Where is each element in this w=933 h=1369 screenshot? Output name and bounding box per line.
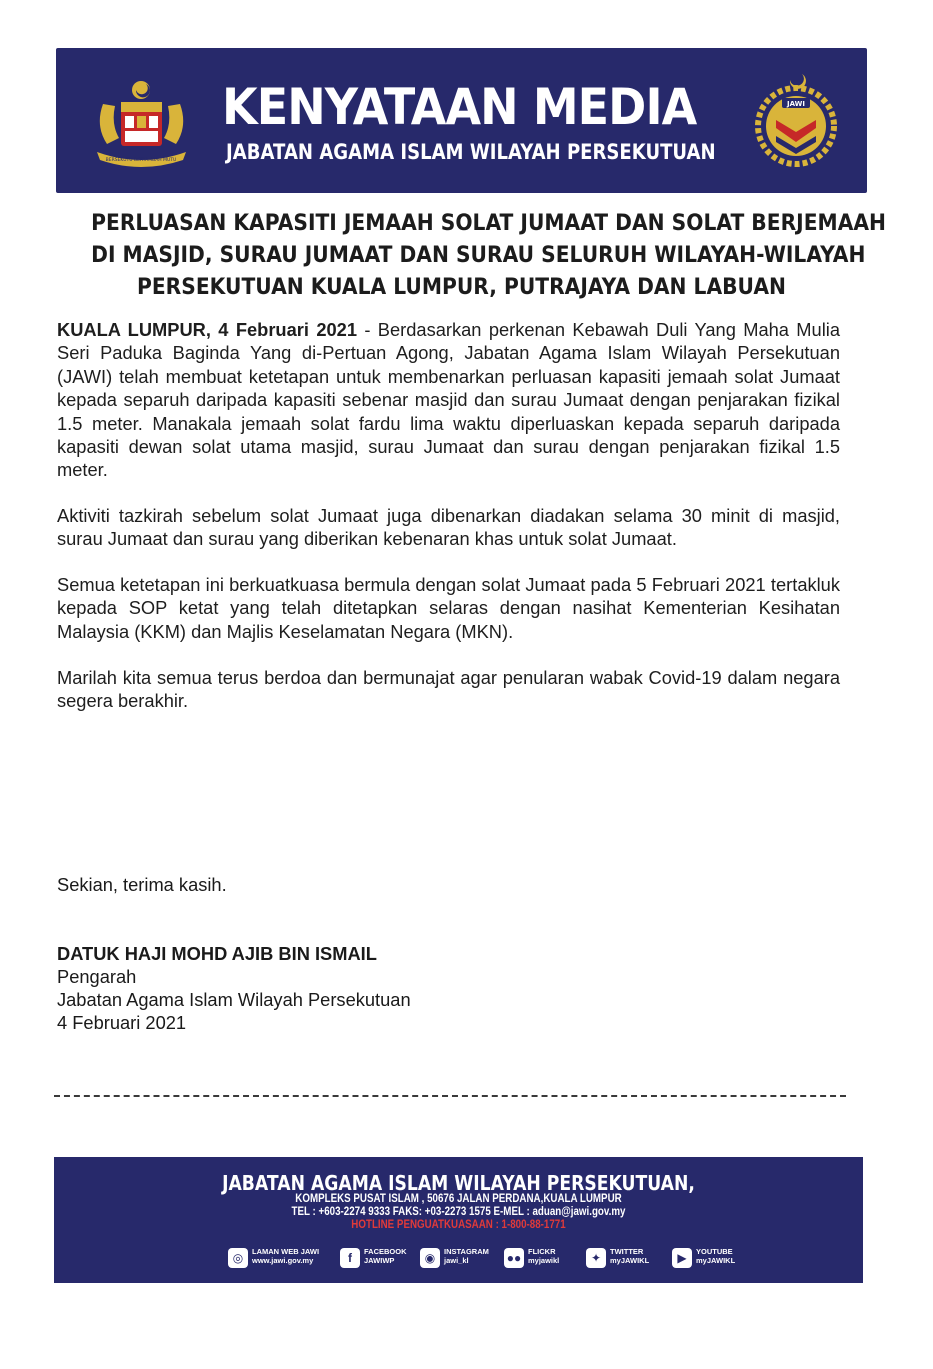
page-title: KENYATAAN MEDIA (222, 78, 697, 136)
social-label: INSTAGRAM (444, 1247, 489, 1256)
dateline: KUALA LUMPUR, 4 Februari 2021 (57, 319, 357, 340)
signatory-date: 4 Februari 2021 (57, 1012, 187, 1033)
headline (50, 207, 886, 303)
svg-text:JAWI: JAWI (786, 100, 806, 108)
paragraph-3: Semua ketetapan ini berkuatkuasa bermula dengan solat Jumaat pada 5 Februari 2021 tertakluk kepada SOP ketat yang telah ditetapkan selaras dengan nasihat Kementerian Kesihatan Malaysia (KKM) dan Majlis Keselamatan Negara (MKN). (57, 574, 840, 642)
paragraph-1 (57, 318, 840, 482)
signatory-department: Jabatan Agama Islam Wilayah Persekutuan (57, 989, 411, 1010)
social-handle: www.jawi.gov.my (252, 1256, 314, 1265)
social-label: YOUTUBE (696, 1247, 733, 1256)
paragraph-4: Marilah kita semua terus berdoa dan bermunajat agar penularan wabak Covid-19 dalam negara segera berakhir. (57, 667, 840, 712)
social-handle: myjawikl (528, 1256, 560, 1265)
social-handle: jawi_kl (444, 1256, 469, 1265)
signatory-position: Pengarah (57, 966, 137, 987)
youtube-icon: ▶ (672, 1248, 692, 1268)
dashed-divider (54, 1095, 846, 1097)
social-label: TWITTER (610, 1247, 644, 1256)
footer-contact: TEL : +603-2274 9333 FAKS: +03-2273 1575 E-MEL : aduan@jawi.gov.my (291, 1206, 626, 1218)
social-label: LAMAN WEB JAWI (252, 1247, 320, 1256)
globe-icon: ◎ (228, 1248, 248, 1268)
social-label: FLICKR (528, 1247, 556, 1256)
svg-text:BERSEKUTU BERTAMBAH MUTU: BERSEKUTU BERTAMBAH MUTU (105, 158, 177, 163)
coat-of-arms-icon (89, 76, 194, 171)
footer-hotline: HOTLINE PENGUATKUASAAN : 1-800-88-1771 (351, 1219, 566, 1231)
closing-remark: Sekian, terima kasih. (57, 874, 227, 895)
signatory-block (57, 942, 411, 1034)
headline-line: PERLUASAN KAPASITI JEMAAH SOLAT JUMAAT DAN SOLAT BERJEMAAH (91, 210, 886, 236)
flickr-icon: ●● (504, 1248, 524, 1268)
social-handle: JAWIWP (364, 1256, 395, 1265)
facebook-icon: f (340, 1248, 360, 1268)
twitter-icon: ✦ (586, 1248, 606, 1268)
page-subtitle: JABATAN AGAMA ISLAM WILAYAH PERSEKUTUAN (226, 140, 716, 164)
jawi-logo-icon (746, 70, 846, 180)
instagram-icon: ◉ (420, 1248, 440, 1268)
signatory-name: DATUK HAJI MOHD AJIB BIN ISMAIL (57, 943, 377, 964)
headline-line: PERSEKUTUAN KUALA LUMPUR, PUTRAJAYA DAN LABUAN (136, 274, 787, 300)
header-banner (56, 48, 867, 193)
footer-banner (54, 1157, 863, 1283)
footer-address: KOMPLEKS PUSAT ISLAM , 50676 JALAN PERDANA,KUALA LUMPUR (295, 1193, 622, 1205)
paragraph-2: Aktiviti tazkirah sebelum solat Jumaat juga dibenarkan diadakan selama 30 minit di masjid, surau Jumaat dan surau yang diberikan kebenaran khas untuk solat Jumaat. (57, 505, 840, 550)
paragraph-1-text: - Berdasarkan perkenan Kebawah Duli Yang Maha Mulia Seri Paduka Baginda Yang di-Pertuan Agong, Jabatan Agama Islam Wilayah Persekutuan (JAWI) telah membuat ketetapan untuk membenarkan perluasan kapasiti jemaah solat Jumaat kepada separuh daripada kapasiti sebenar masjid dan surau Jumaat dengan penjarakan fizikal 1.5 meter. Manakala jemaah solat fardu lima waktu diperluaskan kepada separuh daripada kapasiti dewan solat utama masjid, surau Jumaat dan surau dengan penjarakan fizikal 1.5 meter. (57, 319, 840, 481)
social-handle: myJAWIKL (696, 1256, 736, 1265)
social-label: FACEBOOK (364, 1247, 407, 1256)
footer-org-name: JABATAN AGAMA ISLAM WILAYAH PERSEKUTUAN, (222, 1171, 695, 1195)
social-handle: myJAWIKL (610, 1256, 650, 1265)
headline-line: DI MASJID, SURAU JUMAAT DAN SURAU SELURUH WILAYAH-WILAYAH (91, 242, 866, 268)
